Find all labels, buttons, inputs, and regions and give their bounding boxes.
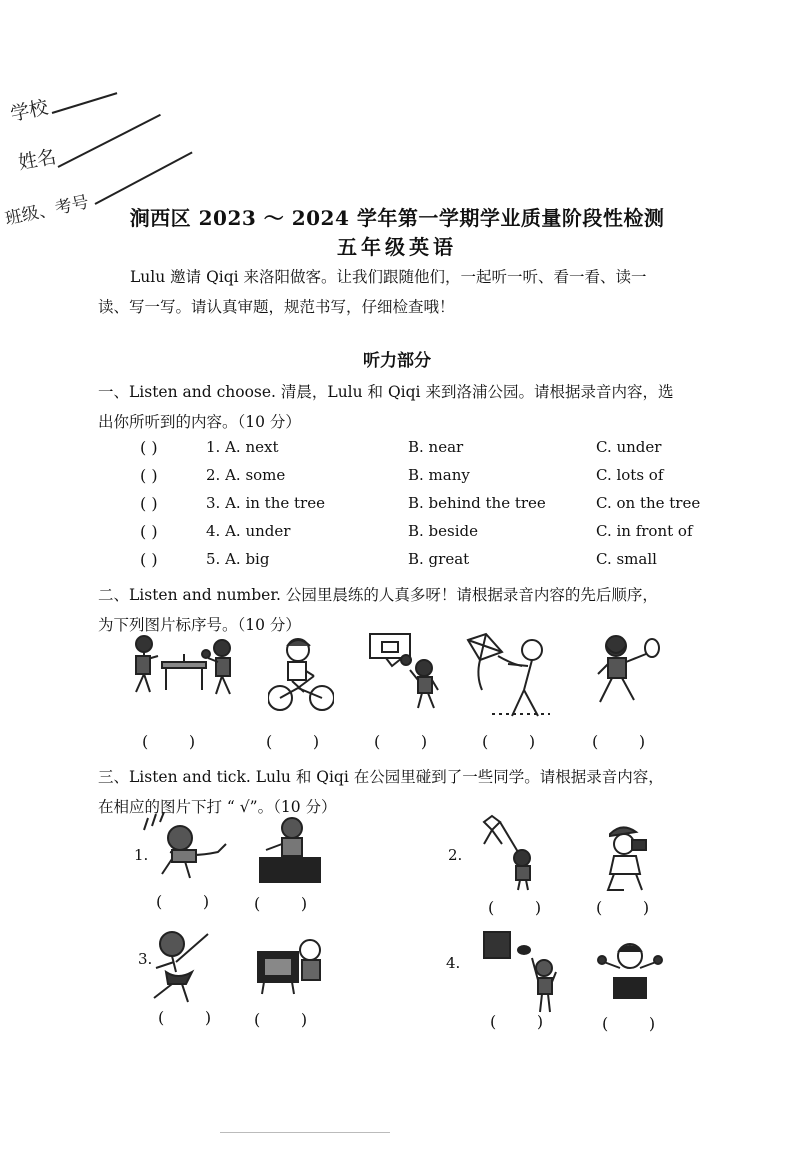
- photo-taking-picture: [600, 824, 660, 894]
- watching-tv-picture: [254, 934, 330, 998]
- tick-blank[interactable]: ( ): [254, 894, 308, 913]
- tick-blank[interactable]: ( ): [602, 1014, 656, 1033]
- part2-line-2: 为下列图片标序号。（10 分）: [98, 616, 301, 634]
- option-c: C. under: [596, 438, 662, 456]
- question-row: [140, 438, 700, 464]
- computer-game-picture: [252, 814, 326, 884]
- part1-line-1: 一、Listen and choose. 清晨，Lulu 和 Qiqi 来到洛浦公园。请根据录音内容，选: [98, 383, 674, 401]
- answer-blank[interactable]: ( ): [140, 438, 158, 457]
- exam-title: 涧西区 2023 ～ 2024 学年第一学期学业质量阶段性检测: [129, 206, 665, 230]
- exam-subtitle: 五年级英语: [337, 235, 457, 259]
- question-row: [140, 466, 700, 492]
- tick-blank[interactable]: ( ): [596, 898, 650, 917]
- tick-blank[interactable]: ( ): [488, 898, 542, 917]
- answer-blank[interactable]: ( ): [140, 522, 158, 541]
- part3-line-2: 在相应的图片下打 “ √”。（10 分）: [98, 798, 337, 816]
- part2-line-1: 二、Listen and number. 公园里晨练的人真多呀！请根据录音内容的先后顺序，: [98, 586, 658, 604]
- basketball-picture: [366, 630, 442, 712]
- school-label: 学校: [8, 96, 51, 126]
- class-number-label: 班级、考号: [3, 192, 91, 230]
- ball-game-picture: [480, 928, 560, 1014]
- option-a: 1. A. next: [206, 438, 279, 456]
- tick-blank[interactable]: ( ): [156, 892, 210, 911]
- option-b: B. near: [408, 438, 464, 456]
- number-blank[interactable]: ( ): [374, 732, 428, 751]
- option-b: B. great: [408, 550, 470, 568]
- part1-line-2: 出你所听到的内容。（10 分）: [98, 413, 301, 431]
- number-blank[interactable]: ( ): [482, 732, 536, 751]
- school-underline[interactable]: [52, 92, 118, 114]
- tick-blank[interactable]: ( ): [158, 1008, 212, 1027]
- table-tennis-picture: [596, 940, 666, 1004]
- kite-picture: [462, 630, 554, 722]
- option-c: C. lots of: [596, 466, 664, 484]
- part1-instructions: [98, 377, 723, 437]
- name-underline[interactable]: [58, 114, 161, 168]
- item-number: 2.: [448, 846, 463, 864]
- divider: [220, 1132, 390, 1133]
- option-c: C. in front of: [596, 522, 693, 540]
- name-label: 姓名: [16, 145, 58, 175]
- option-a: 5. A. big: [206, 550, 270, 568]
- class-number-underline[interactable]: [95, 151, 193, 204]
- dancing-picture: [148, 928, 218, 1004]
- item-number: 3.: [138, 950, 153, 968]
- item-number: 4.: [446, 954, 461, 972]
- question-row: [140, 550, 700, 576]
- cycling-picture: [268, 636, 334, 714]
- answer-blank[interactable]: ( ): [140, 466, 158, 485]
- tick-blank[interactable]: ( ): [254, 1010, 308, 1029]
- tick-blank[interactable]: ( ): [490, 1012, 544, 1031]
- badminton-picture: [590, 632, 662, 710]
- kite-flying-picture: [476, 812, 546, 892]
- intro-text: [98, 262, 718, 322]
- option-c: C. on the tree: [596, 494, 701, 512]
- answer-blank[interactable]: ( ): [140, 494, 158, 513]
- question-row: [140, 522, 700, 548]
- option-a: 3. A. in the tree: [206, 494, 325, 512]
- listening-heading: 听力部分: [363, 351, 431, 371]
- option-b: B. many: [408, 466, 470, 484]
- item-number: 1.: [134, 846, 149, 864]
- part3-line-1: 三、Listen and tick. Lulu 和 Qiqi 在公园里碰到了一些同学。请根据录音内容，: [98, 768, 664, 786]
- intro-line-2: 读、写一写。请认真审题，规范书写，仔细检查哦！: [98, 298, 455, 316]
- option-c: C. small: [596, 550, 657, 568]
- music-listening-picture: [140, 812, 230, 884]
- intro-line-1: Lulu 邀请 Qiqi 来洛阳做客。让我们跟随他们，一起听一听、看一看、读一: [130, 268, 647, 286]
- question-row: [140, 494, 700, 520]
- option-a: 4. A. under: [206, 522, 291, 540]
- number-blank[interactable]: ( ): [592, 732, 646, 751]
- number-blank[interactable]: ( ): [142, 732, 196, 751]
- option-b: B. beside: [408, 522, 479, 540]
- option-b: B. behind the tree: [408, 494, 546, 512]
- ping-pong-picture: [128, 632, 240, 698]
- answer-blank[interactable]: ( ): [140, 550, 158, 569]
- option-a: 2. A. some: [206, 466, 286, 484]
- number-blank[interactable]: ( ): [266, 732, 320, 751]
